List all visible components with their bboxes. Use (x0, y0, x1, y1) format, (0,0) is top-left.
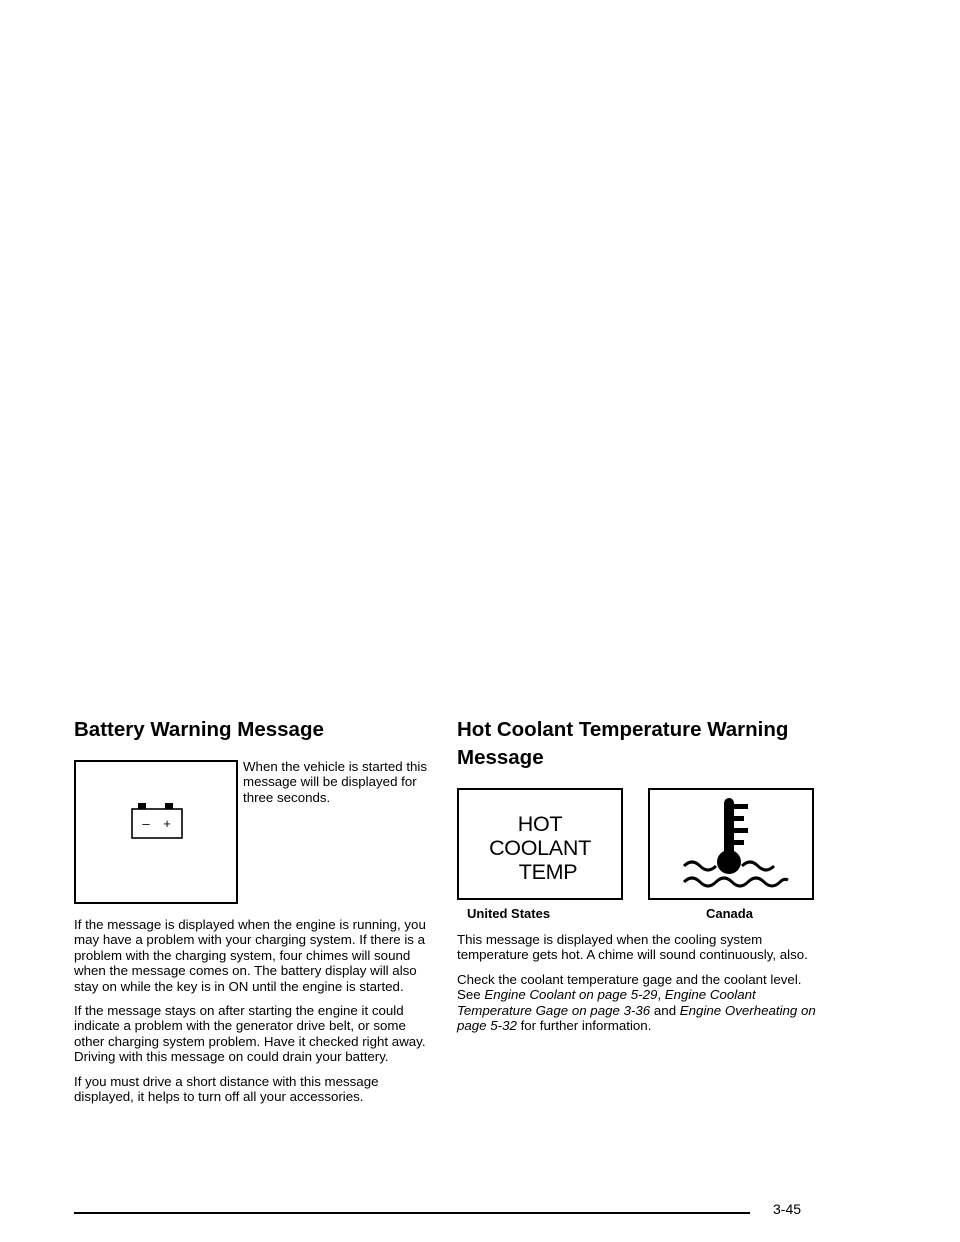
battery-icon (76, 762, 236, 902)
coolant-p2-sep1: , (657, 987, 665, 1003)
display-line-hot: HOT (517, 812, 563, 836)
coolant-section (457, 716, 822, 1042)
coolant-paragraph-1: This message is displayed when the cooling system temperature gets hot. A chime will sound continuously, also. (457, 932, 808, 963)
coolant-paragraph-2 (457, 972, 822, 1034)
us-display-box (457, 788, 623, 900)
battery-figure-row (74, 760, 436, 904)
coolant-figure-row (457, 788, 822, 900)
battery-section (74, 716, 436, 1113)
canada-display-box (648, 788, 814, 900)
link-engine-coolant-temperature-gage[interactable]: Engine Coolant Temperature Gage on page 3-36 (457, 987, 756, 1018)
coolant-p2-end: for further information. (516, 1018, 652, 1034)
coolant-temperature-icon (650, 790, 812, 898)
link-engine-coolant[interactable]: Engine Coolant on page 5-29 (484, 987, 658, 1003)
battery-paragraph-3: If you must drive a short distance with this message displayed, it helps to turn off all your accessories. (74, 1073, 379, 1105)
display-line-coolant: COOLANT (489, 836, 591, 860)
display-line-temp: TEMP (518, 860, 578, 884)
battery-paragraph-1: If the message is displayed when the engine is running, you may have a problem with your charging system. If there is a problem with the charging system, four chimes will sound when the message comes on. The battery display will also stay on while the key is in ON until the engine is started. (74, 917, 426, 994)
link-engine-overheating[interactable]: Engine Overheating on page 5-32 (457, 1002, 816, 1034)
coolant-p2-sep2: and (650, 1002, 680, 1018)
page-number: 3-45 (773, 1201, 802, 1217)
battery-display-box (74, 760, 238, 904)
battery-plus-sign: + (163, 816, 171, 831)
battery-caption: When the vehicle is started this message will be displayed for three seconds. (243, 759, 428, 805)
hot-coolant-temp-display (459, 812, 621, 884)
coolant-heading-line1: Hot Coolant Temperature Warning (457, 718, 789, 741)
battery-paragraph-2: If the message stays on after starting the engine it could indicate a problem with the generator drive belt, or some other charging system problem. Have it checked right away. Driving with this message on could drain your battery. (74, 1003, 426, 1065)
coolant-p2-intro: Check the coolant temperature gage and the coolant level. See (457, 971, 802, 1003)
figure-labels (457, 906, 822, 926)
coolant-heading (457, 716, 822, 772)
coolant-heading-line2: Message (457, 746, 544, 769)
battery-minus-sign: – (142, 816, 150, 831)
label-canada: Canada (706, 906, 753, 921)
footer-rule (74, 1212, 750, 1214)
label-united-states: United States (467, 906, 551, 921)
battery-heading: Battery Warning Message (74, 718, 324, 741)
